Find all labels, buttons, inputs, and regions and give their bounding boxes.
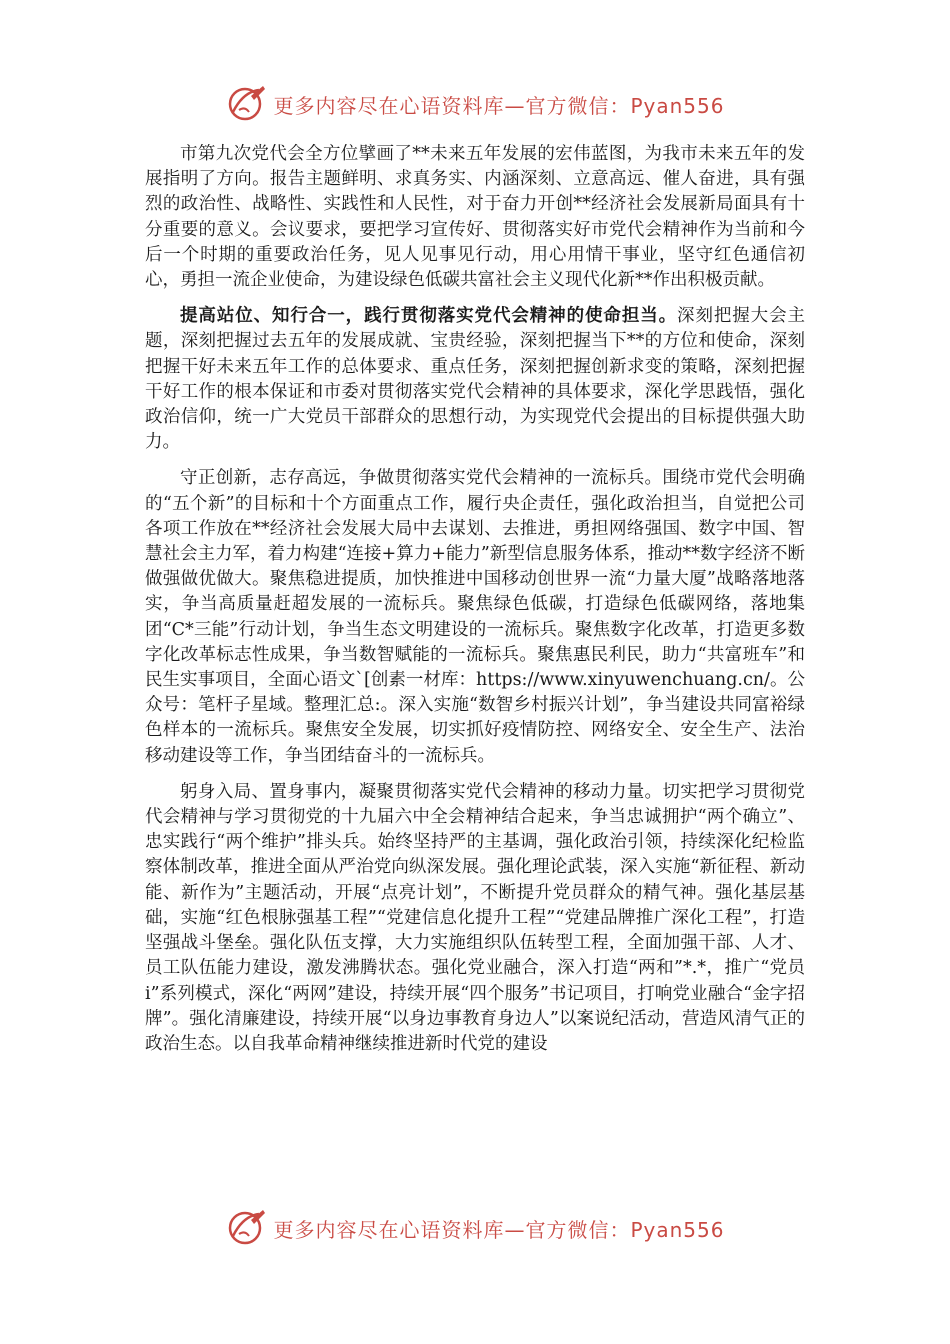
pen-swirl-logo-icon: [225, 1206, 269, 1250]
document-body: [145, 142, 805, 1068]
header-banner: [0, 82, 950, 126]
footer-banner: [0, 1206, 950, 1250]
paragraph-text: 深刻把握大会主题，深刻把握过去五年的发展成就、宝贵经验，深刻把握当下**的方位和使命，深刻把握干好未来五年工作的总体要求、重点任务，深刻把握创新求变的策略，深刻把握干好工作的根本保证和市委对贯彻落实党代会精神的具体要求，深化学思践悟，强化政治信仰，统一广大党员干部群众的思想行动，为实现党代会提出的目标提供强大助力。: [145, 306, 806, 453]
paragraph-text: 市第九次党代会全方位擘画了**未来五年发展的宏伟蓝图，为我市未来五年的发展指明了方向。报告主题鲜明、求真务实、内涵深刻、立意高远、催人奋进，具有强烈的政治性、战略性、实践性和人民性，对于奋力开创**经济社会发展新局面具有十分重要的意义。会议要求，要把学习宣传好、贯彻落实好市党代会精神作为当前和今后一个时期的重要政治任务，见人见事见行动，用心用情干事业，坚守红色通信初心，勇担一流企业使命，为建设绿色低碳共富社会主义现代化新**作出积极贡献。: [145, 144, 805, 291]
footer-banner-text: 更多内容尽在心语资料库—官方微信：Pyan556: [273, 1217, 725, 1242]
paragraph: [145, 142, 805, 293]
paragraph: [145, 466, 805, 768]
paragraph-text: 躬身入局、置身事内，凝聚贯彻落实党代会精神的移动力量。切实把学习贯彻党代会精神与学习贯彻党的十九届六中全会精神结合起来，争当忠诚拥护“两个确立”、忠实践行“两个维护”排头兵。始终坚持严的主基调，强化政治引领，持续深化纪检监察体制改革，推进全面从严治党向纵深发展。强化理论武装，深入实施“新征程、新动能、新作为”主题活动，开展“点亮计划”，不断提升党员群众的精气神。强化基层基础，实施“红色根脉强基工程”“党建信息化提升工程”“党建品牌推广深化工程”，打造坚强战斗堡垒。强化队伍支撑，大力实施组织队伍转型工程，全面加强干部、人才、员工队伍能力建设，激发沸腾状态。强化党业融合，深入打造“两和”*.*，推广“党员i”系列模式，深化“两网”建设，持续开展“四个服务”书记项目，打响党业融合“金字招牌”。强化清廉建设，持续开展“以身边事教育身边人”以案说纪活动，营造风清气正的政治生态。以自我革命精神继续推进新时代党的建设: [145, 781, 805, 1054]
header-banner-text: 更多内容尽在心语资料库—官方微信：Pyan556: [273, 93, 725, 118]
paragraph: [145, 780, 805, 1057]
pen-swirl-logo-icon: [225, 82, 269, 126]
paragraph-text: 守正创新，志存高远，争做贯彻落实党代会精神的一流标兵。围绕市党代会明确的“五个新”的目标和十个方面重点工作，履行央企责任，强化政治担当，自觉把公司各项工作放在**经济社会发展大局中去谋划、去推进，勇担网络强国、数字中国、智慧社会主力军，着力构建“连接+算力+能力”新型信息服务体系，推动**数字经济不断做强做优做大。聚焦稳进提质，加快推进中国移动创世界一流“力量大厦”战略落地落实，争当高质量赶超发展的一流标兵。聚焦绿色低碳，打造绿色低碳网络，落地集团“C*三能”行动计划，争当生态文明建设的一流标兵。聚焦数字化改革，打造更多数字化改革标志性成果，争当数智赋能的一流标兵。聚焦惠民利民，助力“共富班车”和民生实事项目，全面心语文`[创素一材库：https://www.xinyuwenchuang.cn/。公众号：笔杆子星域。整理汇总:。深入实施“数智乡村振兴计划”，争当建设共同富裕绿色样本的一流标兵。聚焦安全发展，切实抓好疫情防控、网络安全、安全生产、法治移动建设等工作，争当团结奋斗的一流标兵。: [145, 468, 805, 766]
paragraph-lead: 提高站位、知行合一，践行贯彻落实党代会精神的使命担当。: [180, 306, 678, 327]
paragraph: [145, 304, 805, 455]
